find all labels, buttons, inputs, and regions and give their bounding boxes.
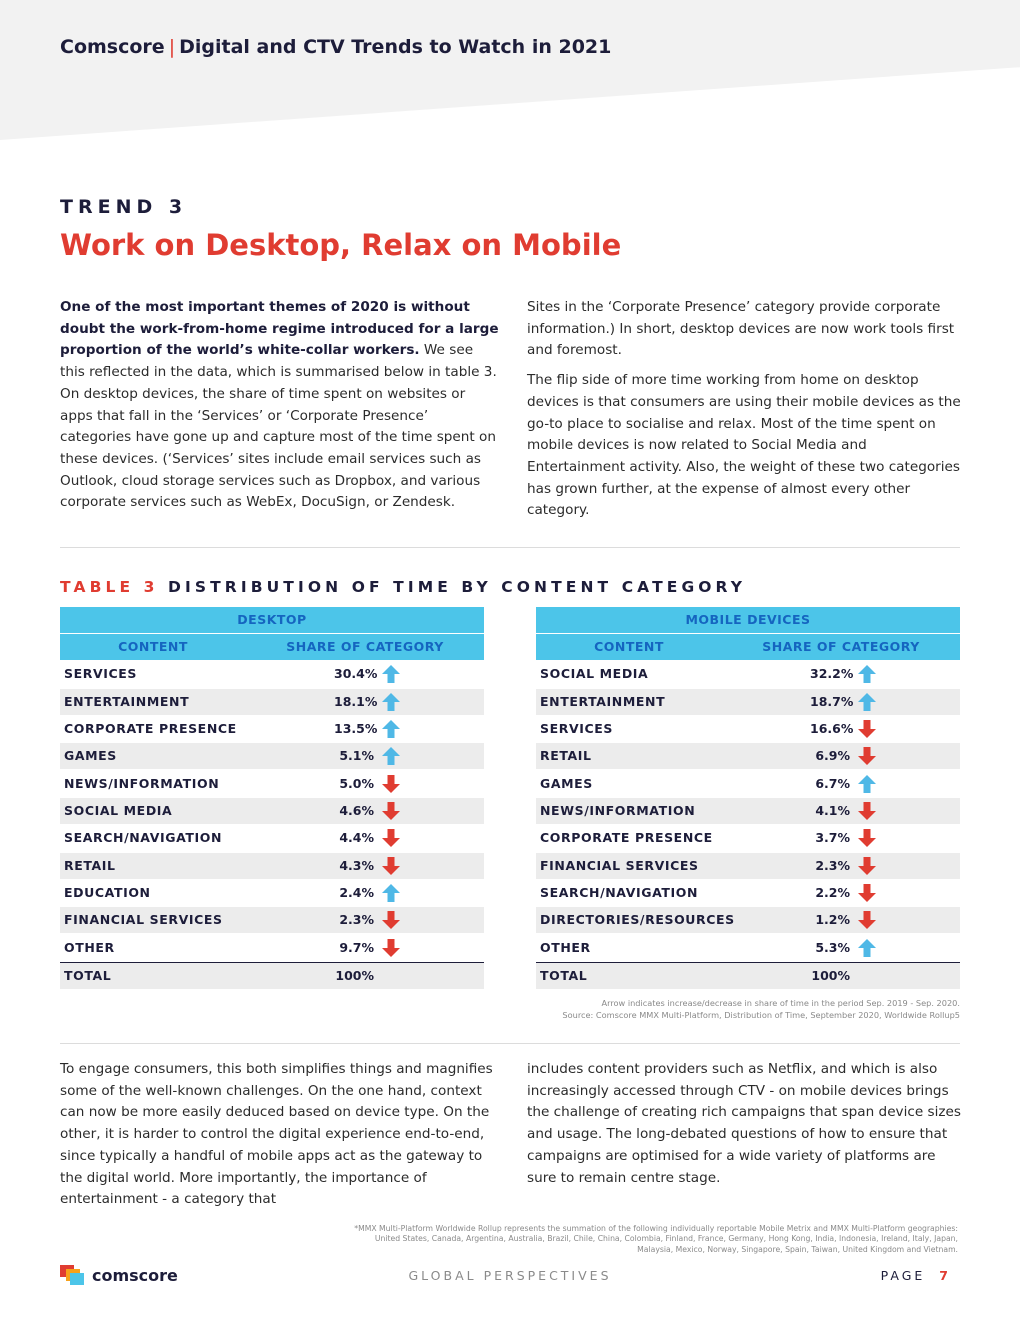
mobile-col-share-header: SHARE OF CATEGORY (762, 639, 920, 654)
total-label: TOTAL (64, 968, 112, 984)
row-category: SEARCH/NAVIGATION (540, 885, 699, 901)
row-trend (850, 689, 880, 715)
row-trend (374, 689, 404, 715)
arrow-down-icon (381, 938, 401, 958)
row-trend (374, 716, 404, 742)
row-category: NEWS/INFORMATION (540, 803, 696, 819)
row-trend (374, 771, 404, 797)
table-row (60, 798, 484, 824)
row-category: GAMES (540, 775, 593, 791)
row-share: 30.4% (334, 666, 378, 682)
arrow-down-icon (857, 746, 877, 766)
intro-left-rest: We see this reflected in the data, which is summarised below in table 3. On desktop devices, the share of time spent on websites or apps that fall in the ‘Services’ or ‘Corporate Presence’ categories have gone up and capture most of the time spent on these devices. (‘Services’ sites include email services such as Outlook, cloud storage services such as Dropbox, and various corporate services such as WebEx, DocuSign, or Zendesk. (60, 342, 497, 511)
desktop-col-content-header: CONTENT (118, 639, 188, 654)
row-trend (374, 825, 404, 851)
arrow-up-icon (857, 938, 877, 958)
row-share: 5.3% (815, 939, 850, 955)
table-row (60, 771, 484, 797)
header-band (0, 0, 1020, 140)
arrow-up-icon (381, 692, 401, 712)
row-trend (374, 907, 404, 933)
divider-top (60, 547, 960, 548)
table-row (60, 935, 484, 961)
row-share: 2.3% (339, 912, 374, 928)
mobile-table-rows (536, 661, 960, 989)
row-share: 2.2% (815, 885, 850, 901)
table-row (60, 880, 484, 906)
row-trend (850, 716, 880, 742)
table-row (60, 853, 484, 879)
desktop-table-header (60, 634, 484, 660)
arrow-down-icon (857, 856, 877, 876)
outro-left-paragraph: To engage consumers, this both simplifies things and magnifies some of the well-known challenges. On the one hand, context can now be more easily deduced based on device type. On the other, it is harder to control the digital experience end-to-end, since typically a handful of mobile apps act as the gateway to the digital world. More importantly, the importance of entertainment - a category that (60, 1061, 493, 1208)
row-category: SOCIAL MEDIA (540, 666, 649, 682)
row-category: NEWS/INFORMATION (64, 775, 220, 791)
row-category: ENTERTAINMENT (64, 693, 190, 709)
mobile-table (536, 607, 960, 989)
mobile-table-header (536, 634, 960, 660)
desktop-table-rows (60, 661, 484, 989)
row-category: CORPORATE PRESENCE (64, 721, 237, 737)
row-share: 2.3% (815, 857, 850, 873)
arrow-down-icon (857, 801, 877, 821)
row-share: 4.6% (339, 803, 374, 819)
header-title (60, 36, 611, 58)
table-row (536, 907, 960, 933)
header-separator: | (168, 36, 176, 58)
row-trend (850, 798, 880, 824)
row-share: 2.4% (339, 885, 374, 901)
table-row (60, 661, 484, 687)
row-category: FINANCIAL SERVICES (64, 912, 223, 928)
arrow-down-icon (381, 828, 401, 848)
row-share: 6.9% (815, 748, 850, 764)
table-row (536, 853, 960, 879)
header-brand: Comscore (60, 36, 165, 58)
table-heading (60, 578, 746, 596)
row-category: SERVICES (64, 666, 138, 682)
arrow-down-icon (857, 828, 877, 848)
table-row (60, 825, 484, 851)
arrow-down-icon (857, 883, 877, 903)
row-share: 1.2% (815, 912, 850, 928)
intro-left-column (60, 297, 500, 522)
table-row (60, 716, 484, 742)
row-share: 6.7% (815, 775, 850, 791)
row-category: RETAIL (64, 857, 116, 873)
row-category: FINANCIAL SERVICES (540, 857, 699, 873)
desktop-col-share-header: SHARE OF CATEGORY (286, 639, 444, 654)
row-share: 4.3% (339, 857, 374, 873)
arrow-down-icon (381, 774, 401, 794)
footer-logo-text: comscore (92, 1265, 178, 1285)
row-category: EDUCATION (64, 885, 151, 901)
table-heading-prefix: TABLE 3 (60, 578, 159, 596)
desktop-table-title: DESKTOP (60, 607, 484, 633)
row-trend (850, 825, 880, 851)
row-trend (850, 935, 880, 961)
arrow-up-icon (381, 719, 401, 739)
arrow-up-icon (857, 692, 877, 712)
arrow-down-icon (381, 856, 401, 876)
row-share: 18.7% (810, 693, 854, 709)
intro-right-paragraph-1: Sites in the ‘Corporate Presence’ category provide corporate information.) In short, desktop devices are now work tools first and foremost. (527, 299, 955, 359)
row-trend (374, 935, 404, 961)
table-row (536, 880, 960, 906)
arrow-up-icon (381, 883, 401, 903)
total-row (536, 962, 960, 989)
intro-left-bold: One of the most important themes of 2020 is without doubt the work-from-home regime introduced for a large proportion of the world’s white-collar workers. (60, 299, 499, 359)
trend-label: TREND 3 (60, 196, 188, 218)
arrow-note: Arrow indicates increase/decrease in share of time in the period Sep. 2019 - Sep. 2020. (601, 998, 960, 1008)
row-trend (374, 880, 404, 906)
table-row (536, 935, 960, 961)
footer-page (881, 1268, 948, 1283)
row-category: SOCIAL MEDIA (64, 803, 173, 819)
footnote: *MMX Multi-Platform Worldwide Rollup represents the summation of the following individually reportable Mobile Metrix and MMX Multi-Platform geographies: United States, Canada, Argentina, Australia, Brazil, Chile, China, Colombia, Finland, France, Germany, Hong Kong, India, Indonesia, Ireland, Italy, Japan, Malaysia, Mexico, Norway, Singapore, Spain, Taiwan, United Kingdom and Vietnam. (354, 1224, 958, 1254)
row-trend (850, 661, 880, 687)
intro-right-column (527, 297, 967, 530)
total-value: 100% (335, 968, 374, 984)
row-trend (374, 743, 404, 769)
table-row (60, 743, 484, 769)
row-share: 32.2% (810, 666, 854, 682)
row-trend (850, 771, 880, 797)
total-value: 100% (811, 968, 850, 984)
desktop-table (60, 607, 484, 989)
footer-page-label: PAGE (880, 1268, 926, 1283)
arrow-up-icon (857, 774, 877, 794)
footer-page-number: 7 (939, 1268, 948, 1283)
table-notes (562, 997, 960, 1021)
arrow-down-icon (857, 910, 877, 930)
table-row (536, 798, 960, 824)
row-trend (850, 853, 880, 879)
divider-bottom (60, 1043, 960, 1044)
arrow-up-icon (381, 664, 401, 684)
arrow-down-icon (857, 719, 877, 739)
table-heading-title: DISTRIBUTION OF TIME BY CONTENT CATEGORY (168, 578, 747, 596)
footer-section-title: GLOBAL PERSPECTIVES (408, 1268, 612, 1283)
table-row (60, 907, 484, 933)
row-share: 4.4% (339, 830, 374, 846)
table-row (536, 771, 960, 797)
intro-right-paragraph-2: The flip side of more time working from home on desktop devices is that consumers are using their mobile devices as the go-to place to socialise and relax. Most of the time spent on mobile devices is now related to Social Media and Entertainment activity. Also, the weight of these two categories has grown further, at the expense of almost every other category. (527, 372, 961, 519)
row-category: SERVICES (540, 721, 614, 737)
intro-left-paragraph (60, 297, 500, 514)
outro-left-column (60, 1059, 500, 1219)
arrow-down-icon (381, 910, 401, 930)
row-trend (850, 743, 880, 769)
row-trend (374, 798, 404, 824)
row-share: 4.1% (815, 803, 850, 819)
row-share: 5.0% (339, 775, 374, 791)
mobile-table-title: MOBILE DEVICES (536, 607, 960, 633)
outro-right-column (527, 1059, 967, 1197)
row-category: ENTERTAINMENT (540, 693, 666, 709)
row-category: DIRECTORIES/RESOURCES (540, 912, 735, 928)
row-category: OTHER (540, 939, 591, 955)
row-trend (850, 880, 880, 906)
arrow-up-icon (381, 746, 401, 766)
header-doc-title: Digital and CTV Trends to Watch in 2021 (179, 36, 612, 58)
trend-title: Work on Desktop, Relax on Mobile (60, 228, 622, 262)
row-category: GAMES (64, 748, 117, 764)
row-trend (850, 907, 880, 933)
row-share: 9.7% (339, 939, 374, 955)
row-share: 13.5% (334, 721, 378, 737)
row-share: 3.7% (815, 830, 850, 846)
table-row (536, 689, 960, 715)
arrow-down-icon (381, 801, 401, 821)
total-row (60, 962, 484, 989)
arrow-up-icon (857, 664, 877, 684)
row-share: 18.1% (334, 693, 378, 709)
table-row (536, 743, 960, 769)
total-label: TOTAL (540, 968, 588, 984)
row-share: 16.6% (810, 721, 854, 737)
row-share: 5.1% (339, 748, 374, 764)
table-row (536, 661, 960, 687)
row-category: SEARCH/NAVIGATION (64, 830, 223, 846)
outro-right-paragraph: includes content providers such as Netflix, and which is also increasingly accessed through CTV - on mobile devices brings the challenge of creating rich campaigns that span device sizes and usage. The long-debated questions of how to ensure that campaigns are optimised for a wide variety of platforms are sure to remain centre stage. (527, 1061, 961, 1186)
table-row (60, 689, 484, 715)
source-note: Source: Comscore MMX Multi-Platform, Distribution of Time, September 2020, Worldwide Rollup5 (562, 1010, 960, 1020)
row-trend (374, 853, 404, 879)
row-category: RETAIL (540, 748, 592, 764)
mobile-col-content-header: CONTENT (594, 639, 664, 654)
table-row (536, 716, 960, 742)
row-category: CORPORATE PRESENCE (540, 830, 713, 846)
table-row (536, 825, 960, 851)
row-category: OTHER (64, 939, 115, 955)
row-trend (374, 661, 404, 687)
